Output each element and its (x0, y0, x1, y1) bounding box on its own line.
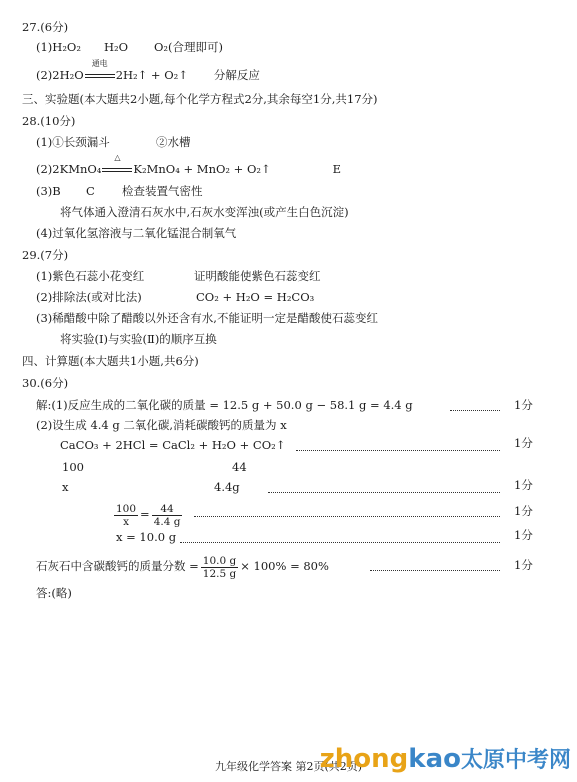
q29-line4: 将实验(Ⅰ)与实验(Ⅱ)的顺序互换 (60, 332, 217, 346)
q29-heading: 29.(7分) (22, 248, 69, 262)
dot-leader (194, 516, 500, 517)
q30-variable-x: x (62, 480, 69, 494)
fraction-10-over-12-5 (201, 555, 238, 580)
dot-leader (450, 410, 500, 411)
fraction-44-over-4-4g (152, 503, 183, 528)
q28-line4: 将气体通入澄清石灰水中,石灰水变浑浊(或产生白色沉淀) (60, 205, 349, 219)
q27-answer-a: (1)H₂O₂ (36, 40, 81, 54)
q30-proportion (112, 500, 184, 528)
equals-sign: = (140, 507, 150, 521)
q30-line7: x = 10.0 g (116, 530, 177, 544)
q28-equation-right: K₂MnO₄ + MnO₂ + O₂↑ (133, 162, 271, 176)
q27-reaction-type: 分解反应 (213, 68, 260, 82)
q28-equation-left: (2)2KMnO₄ (36, 162, 102, 176)
q29-line3: (3)稀醋酸中除了醋酸以外还含有水,不能证明一定是醋酸使石蕊变红 (36, 311, 378, 325)
score-6: 1分 (514, 558, 533, 572)
fraction-numerator: 100 (116, 502, 137, 515)
fraction-100-over-x (114, 503, 138, 528)
q30-heading: 30.(6分) (22, 376, 69, 390)
q30-answer: 答:(略) (36, 586, 72, 600)
fraction-numerator: 10.0 g (202, 554, 237, 567)
q30-molar-mass-a: 100 (62, 460, 84, 474)
q30-line4 (62, 460, 247, 474)
score-1: 1分 (514, 398, 533, 412)
q28-answer-check: 检查装置气密性 (122, 184, 203, 198)
q28-heading: 28.(10分) (22, 114, 76, 128)
fraction-numerator: 44 (152, 503, 183, 516)
q30-percentage-result: × 100% = 80% (240, 559, 329, 573)
q28-answer-b: ②水槽 (156, 135, 191, 149)
score-4: 1分 (514, 504, 533, 518)
q29-answer-b: 证明酸能使紫色石蕊变红 (194, 269, 321, 283)
q28-line1 (36, 135, 191, 149)
fraction-denominator: x (123, 515, 129, 528)
q30-line3: CaCO₃ + 2HCl = CaCl₂ + H₂O + CO₂↑ (60, 438, 286, 452)
q29-answer-method: (2)排除法(或对比法) (36, 290, 142, 304)
q30-mass-co2: 4.4g (214, 480, 240, 494)
q29-line1 (36, 269, 321, 283)
page-footer: 九年级化学答案 第2页(共2页) (214, 760, 363, 773)
q27-condition-label: 通电 (91, 59, 108, 68)
q30-line2: (2)设生成 4.4 g 二氧化碳,消耗碳酸钙的质量为 x (36, 418, 287, 432)
section-3-title: 三、实验题(本大题共2小题,每个化学方程式2分,其余每空1分,共17分) (22, 92, 378, 106)
q28-answer-e: E (332, 162, 342, 176)
watermark-part-1: zhong (319, 744, 409, 774)
q27-heading: 27.(6分) (22, 20, 69, 34)
score-5: 1分 (514, 528, 533, 542)
q30-line5 (62, 480, 240, 494)
q28-answer-c: C (86, 184, 95, 198)
score-2: 1分 (514, 436, 533, 450)
site-watermark-logo (320, 744, 571, 776)
dot-leader (268, 492, 500, 493)
q28-line5: (4)过氧化氢溶液与二氧化锰混合制氧气 (36, 226, 237, 240)
q29-equation: CO₂ + H₂O = H₂CO₃ (196, 290, 315, 304)
q27-line1 (36, 40, 223, 54)
q28-answer-a: (1)①长颈漏斗 (36, 135, 110, 149)
score-3: 1分 (514, 478, 533, 492)
dot-leader (180, 542, 500, 543)
q29-line2 (36, 290, 314, 304)
section-4-title: 四、计算题(本大题共1小题,共6分) (22, 354, 199, 368)
q28-condition-label: △ (114, 153, 121, 162)
dot-leader (370, 570, 500, 571)
q28-line3 (36, 184, 203, 198)
q28-answer-b2: (3)B (36, 184, 61, 198)
q29-answer-a: (1)紫色石蕊小花变红 (36, 269, 145, 283)
q30-line8 (36, 552, 329, 580)
q30-molar-mass-b: 44 (232, 460, 247, 474)
q27-equation-condition (84, 59, 116, 82)
watermark-part-2: kao (408, 744, 461, 774)
q27-equation-right: 2H₂↑ + O₂↑ (115, 68, 188, 82)
q28-equals-bar (102, 168, 132, 172)
q27-line2 (36, 59, 260, 82)
q28-equation-condition (101, 153, 133, 176)
fraction-denominator: 4.4 g (153, 515, 181, 528)
dot-leader (296, 450, 500, 451)
fraction-denominator: 12.5 g (202, 567, 237, 580)
q27-equals-bar (85, 74, 115, 78)
q28-line2 (36, 153, 342, 176)
q27-answer-b: H₂O (104, 40, 129, 54)
q27-equation-left: (2)2H₂O (36, 68, 84, 82)
watermark-part-3: 太原中考网 (460, 748, 571, 773)
q30-percentage-label: 石灰石中含碳酸钙的质量分数 = (36, 559, 199, 573)
q27-answer-c: O₂(合理即可) (154, 40, 224, 54)
q30-line1: 解:(1)反应生成的二氧化碳的质量 = 12.5 g + 50.0 g − 58.1 g = 4.4 g (36, 398, 413, 412)
